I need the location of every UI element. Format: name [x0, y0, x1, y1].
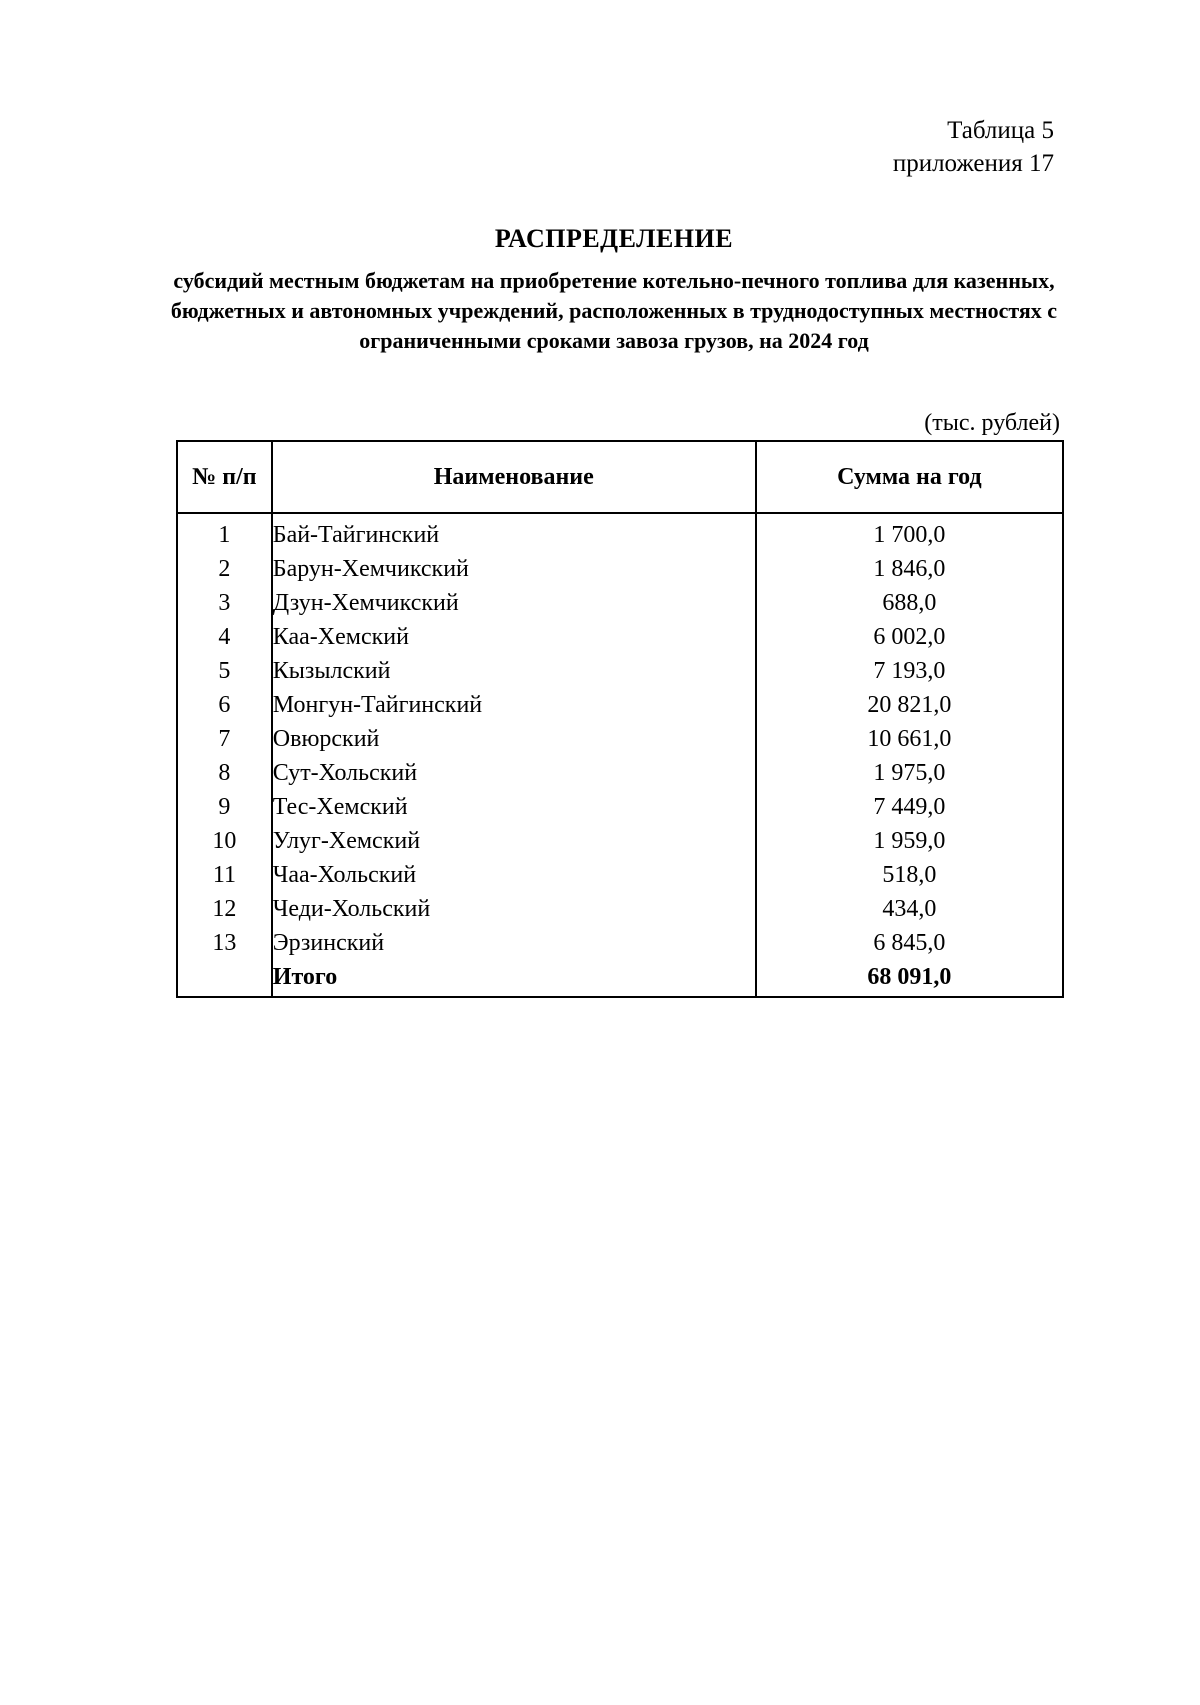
- row-number: 3: [177, 586, 272, 620]
- row-name: Каа-Хемский: [272, 620, 756, 654]
- table-reference: [893, 114, 1054, 180]
- row-name: Эрзинский: [272, 926, 756, 960]
- row-name: Бай-Тайгинский: [272, 513, 756, 552]
- row-name: Сут-Хольский: [272, 756, 756, 790]
- row-number: 13: [177, 926, 272, 960]
- document-title: РАСПРЕДЕЛЕНИЕ: [494, 224, 734, 253]
- total-label: Итого: [272, 960, 756, 997]
- row-sum: 20 821,0: [756, 688, 1063, 722]
- table-row: [177, 620, 1063, 654]
- table-row: [177, 790, 1063, 824]
- header-num: № п/п: [177, 441, 272, 513]
- row-number: 4: [177, 620, 272, 654]
- row-sum: 6 002,0: [756, 620, 1063, 654]
- total-sum: 68 091,0: [756, 960, 1063, 997]
- table-row: [177, 586, 1063, 620]
- row-name: Овюрский: [272, 722, 756, 756]
- total-row: [177, 960, 1063, 997]
- table-row: [177, 513, 1063, 552]
- row-name: Дзун-Хемчикский: [272, 586, 756, 620]
- table-row: [177, 892, 1063, 926]
- row-sum: 688,0: [756, 586, 1063, 620]
- row-name: Тес-Хемский: [272, 790, 756, 824]
- header-sum: Сумма на год: [756, 441, 1063, 513]
- row-name: Барун-Хемчикский: [272, 552, 756, 586]
- row-sum: 1 846,0: [756, 552, 1063, 586]
- header-name: Наименование: [272, 441, 756, 513]
- row-number: 10: [177, 824, 272, 858]
- row-number: 12: [177, 892, 272, 926]
- row-number: 5: [177, 654, 272, 688]
- row-name: Монгун-Тайгинский: [272, 688, 756, 722]
- row-sum: 10 661,0: [756, 722, 1063, 756]
- row-number: 1: [177, 513, 272, 552]
- row-name: Чаа-Хольский: [272, 858, 756, 892]
- table-row: [177, 722, 1063, 756]
- row-number: 8: [177, 756, 272, 790]
- table-row: [177, 552, 1063, 586]
- document-subtitle: субсидий местным бюджетам на приобретение котельно-печного топлива для казенных, бюджетных и автономных учреждений, расположенных в труднодоступных местностях с ограниченными сроками завоза грузов, на 2024 год: [170, 268, 1058, 353]
- table-row: [177, 756, 1063, 790]
- table-row: [177, 824, 1063, 858]
- row-sum: 1 975,0: [756, 756, 1063, 790]
- distribution-table: [176, 440, 1064, 998]
- table-row: [177, 926, 1063, 960]
- row-number: 11: [177, 858, 272, 892]
- table-row: [177, 858, 1063, 892]
- row-number: 6: [177, 688, 272, 722]
- table-row: [177, 688, 1063, 722]
- row-number: 2: [177, 552, 272, 586]
- row-sum: 434,0: [756, 892, 1063, 926]
- row-number: 7: [177, 722, 272, 756]
- row-sum: 1 700,0: [756, 513, 1063, 552]
- table-header-row: [177, 441, 1063, 513]
- row-name: Улуг-Хемский: [272, 824, 756, 858]
- units-label: (тыс. рублей): [924, 410, 1060, 436]
- row-sum: 7 193,0: [756, 654, 1063, 688]
- row-name: Чеди-Хольский: [272, 892, 756, 926]
- row-sum: 518,0: [756, 858, 1063, 892]
- total-number-cell: [177, 960, 272, 997]
- row-number: 9: [177, 790, 272, 824]
- row-sum: 1 959,0: [756, 824, 1063, 858]
- table-body: [177, 513, 1063, 997]
- row-name: Кызылский: [272, 654, 756, 688]
- row-sum: 7 449,0: [756, 790, 1063, 824]
- appendix-number: приложения 17: [892, 150, 1054, 177]
- table-number: Таблица 5: [947, 117, 1054, 144]
- table-row: [177, 654, 1063, 688]
- row-sum: 6 845,0: [756, 926, 1063, 960]
